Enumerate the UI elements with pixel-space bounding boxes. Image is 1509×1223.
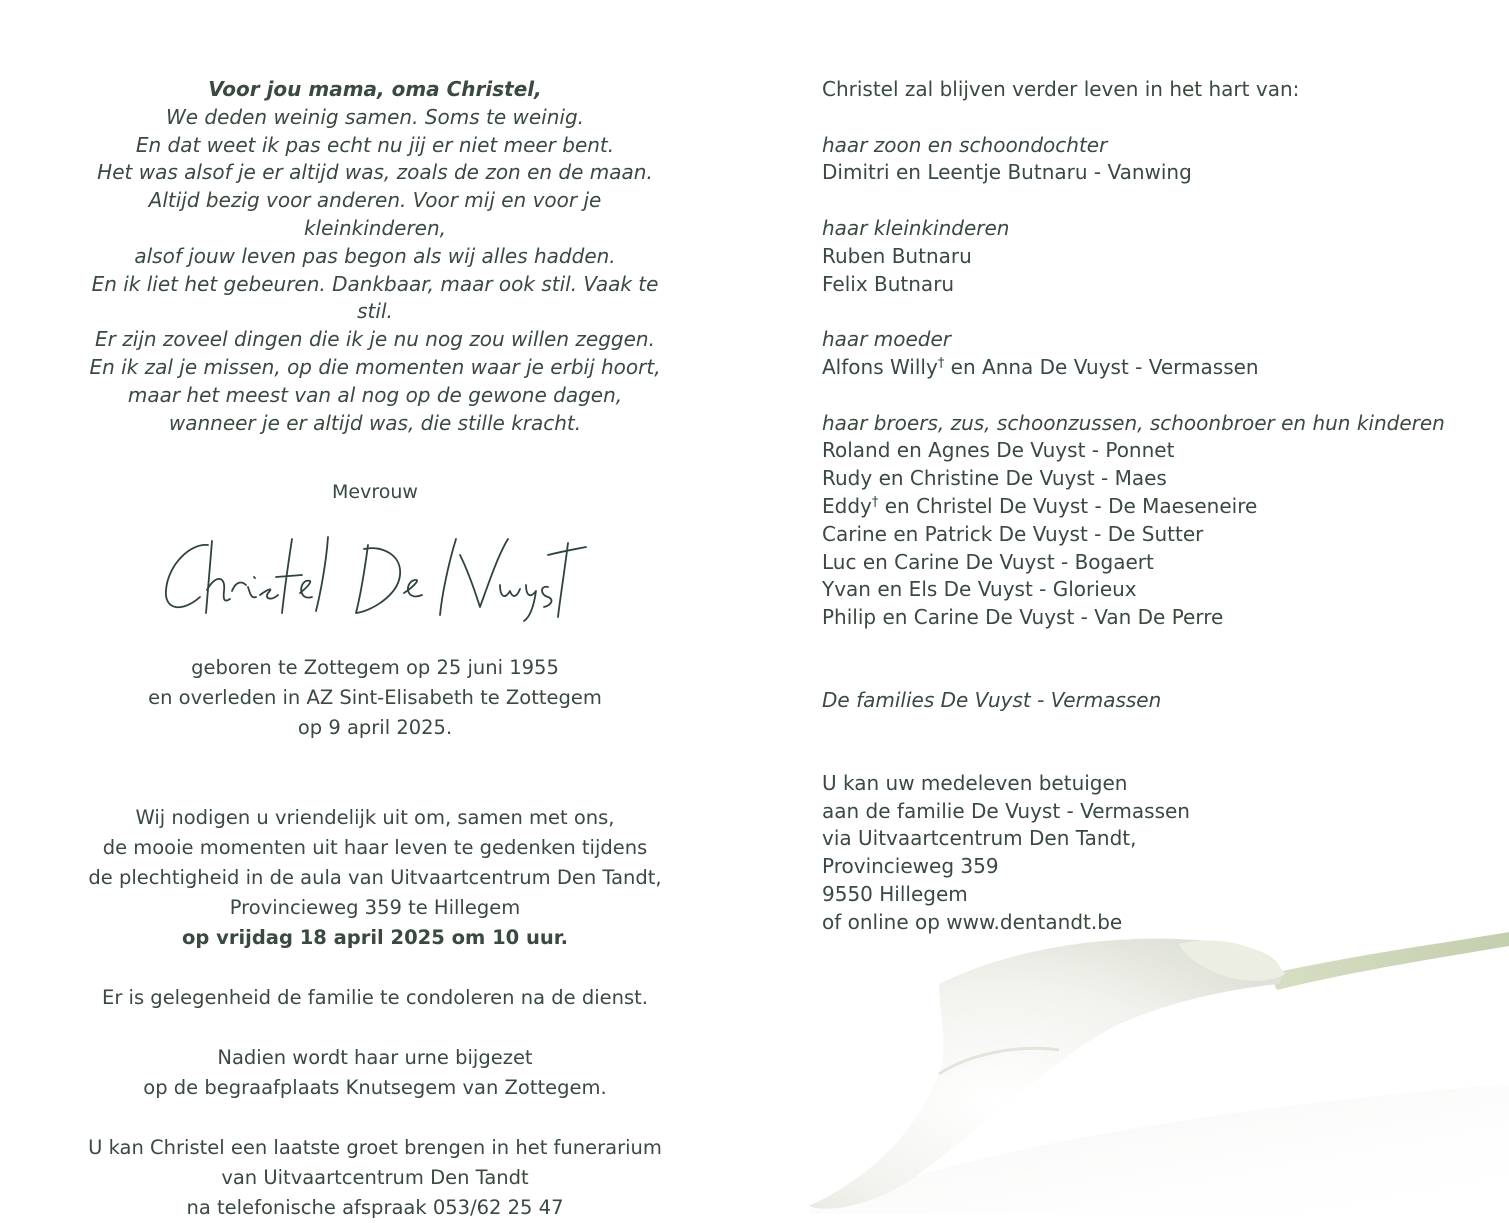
families-signoff: De families De Vuyst - Vermassen — [822, 687, 1162, 712]
sibling-name — [822, 493, 1462, 521]
birth-death-info — [75, 653, 675, 743]
cross-icon: † — [871, 494, 879, 510]
ceremony-invitation — [75, 803, 675, 953]
poem-line: En ik liet het gebeuren. Dankbaar, maar ook stil. Vaak te stil. — [91, 271, 659, 324]
sibling-name: Philip en Carine De Vuyst - Van De Perre — [822, 605, 1224, 630]
mother-name-a: Alfons Willy — [822, 354, 938, 379]
birth-line: geboren te Zottegem op 25 juni 1955 — [191, 656, 559, 680]
ceremony-date: op vrijdag 18 april 2025 om 10 uur. — [181, 926, 569, 950]
funerarium-phone: na telefonische afspraak 053/62 25 47 — [186, 1196, 564, 1220]
mother-name — [822, 354, 1462, 382]
honorific: Mevrouw — [332, 481, 418, 504]
condolence-line: 9550 Hillegem — [822, 881, 968, 906]
death-line: en overleden in AZ Sint-Elisabeth te Zottegem — [148, 686, 602, 710]
sibling-name: Carine en Patrick De Vuyst - De Sutter — [822, 521, 1204, 546]
sibling-name: Roland en Agnes De Vuyst - Ponnet — [822, 438, 1175, 463]
poem-line: Er zijn zoveel dingen die ik je nu nog zou willen zeggen. — [95, 327, 655, 352]
funerarium-line: U kan Christel een laatste groet brengen in het funerarium — [88, 1136, 662, 1160]
poem-line: En dat weet ik pas echt nu jij er niet meer bent. — [135, 132, 615, 157]
sibling-name-b: en Christel De Vuyst - De Maeseneire — [878, 493, 1258, 518]
funerarium-info — [75, 1133, 675, 1223]
sibling-name: Luc en Carine De Vuyst - Bogaert — [822, 549, 1154, 574]
siblings-heading: haar broers, zus, schoonzussen, schoonbroer en hun kinderen — [822, 410, 1445, 435]
urn-info — [75, 1043, 675, 1103]
sibling-name: Yvan en Els De Vuyst - Glorieux — [822, 577, 1137, 602]
condolence-line: Provincieweg 359 — [822, 854, 999, 879]
invite-line: de plechtigheid in de aula van Uitvaartcentrum Den Tandt, — [88, 866, 662, 890]
funerarium-line: van Uitvaartcentrum Den Tandt — [221, 1166, 529, 1190]
condolence-line: U kan uw medeleven betuigen — [822, 770, 1128, 795]
poem-line: alsof jouw leven pas begon als wij alles hadden. — [134, 243, 616, 268]
son-name: Dimitri en Leentje Butnaru - Vanwing — [822, 160, 1192, 185]
grandchildren-heading: haar kleinkinderen — [822, 215, 1010, 240]
poem-line: En ik zal je missen, op die momenten waar je erbij hoort, — [89, 354, 661, 379]
death-date-line: op 9 april 2025. — [297, 716, 453, 740]
son-heading: haar zoon en schoondochter — [822, 132, 1108, 157]
poem-line: Voor jou mama, oma Christel, — [208, 77, 542, 101]
family-intro: Christel zal blijven verder leven in het hart van: — [822, 77, 1300, 101]
name-signature — [160, 535, 590, 625]
mother-name-b: en Anna De Vuyst - Vermassen — [944, 354, 1259, 379]
poem-line: maar het meest van al nog op de gewone dagen, — [127, 382, 623, 407]
condolence-line: via Uitvaartcentrum Den Tandt, — [822, 826, 1137, 851]
invite-line: Provincieweg 359 te Hillegem — [229, 896, 521, 920]
poem-line: Altijd bezig voor anderen. Voor mij en voor je kleinkinderen, — [148, 188, 602, 240]
condolence-line: aan de familie De Vuyst - Vermassen — [822, 798, 1190, 823]
cross-icon: † — [937, 355, 945, 371]
poem-line: We deden weinig samen. Soms te weinig. — [165, 104, 585, 129]
calla-lily-illustration — [799, 924, 1509, 1214]
sibling-name: Rudy en Christine De Vuyst - Maes — [822, 466, 1167, 491]
condolence-website: of online op www.dentandt.be — [822, 909, 1123, 934]
grandchild-name: Ruben Butnaru — [822, 243, 972, 268]
left-column — [75, 76, 675, 1223]
invite-line: de mooie momenten uit haar leven te gedenken tijdens — [102, 836, 648, 860]
poem-line: wanneer je er altijd was, die stille kracht. — [168, 410, 582, 435]
urn-line: Nadien wordt haar urne bijgezet — [217, 1046, 533, 1070]
poem — [75, 76, 675, 437]
invite-line: Wij nodigen u vriendelijk uit om, samen met ons, — [135, 806, 615, 830]
grandchild-name: Felix Butnaru — [822, 271, 955, 296]
mother-heading: haar moeder — [822, 327, 952, 352]
condolence-note: Er is gelegenheid de familie te condoleren na de dienst. — [102, 986, 648, 1010]
poem-line: Het was alsof je er altijd was, zoals de zon en de maan. — [97, 160, 653, 185]
right-column — [822, 76, 1462, 937]
urn-line: op de begraafplaats Knutsegem van Zottegem. — [143, 1076, 607, 1100]
sibling-name-a: Eddy — [822, 493, 872, 518]
